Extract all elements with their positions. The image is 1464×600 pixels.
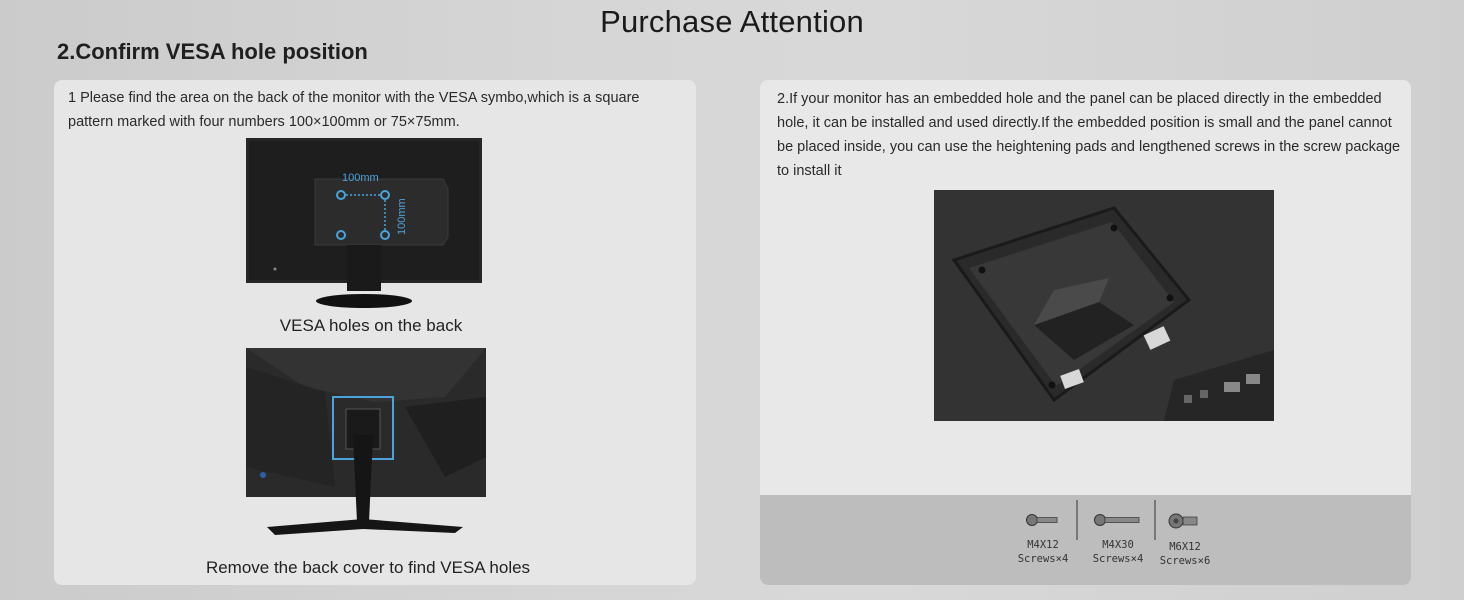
divider bbox=[1076, 500, 1078, 540]
long-screw-icon bbox=[1094, 511, 1142, 529]
screw-item-m4x12 bbox=[1008, 511, 1078, 566]
vesa-vertical-label: 100mm bbox=[396, 198, 408, 235]
caption-remove-back-cover: Remove the back cover to find VESA holes bbox=[205, 558, 531, 577]
page-title: Purchase Attention bbox=[600, 4, 864, 39]
caption-vesa-holes: VESA holes on the back bbox=[279, 316, 463, 335]
screw-quantity: Screws×4 bbox=[1017, 553, 1069, 565]
screw-package-band bbox=[760, 495, 1411, 585]
short-screw-icon bbox=[1026, 511, 1060, 529]
screw-quantity: Screws×4 bbox=[1092, 553, 1144, 565]
screw-item-m4x30 bbox=[1083, 511, 1153, 566]
left-panel bbox=[54, 80, 696, 585]
monitor-back-vesa-image bbox=[245, 137, 483, 309]
screw-item-m6x12 bbox=[1150, 511, 1220, 568]
embedded-hole-instruction-text: 2.If your monitor has an embedded hole and the panel can be placed directly in the embedded hole, it can be installed and used directly.If the embedded position is small and the panel cannot be placed inside, you can use the heightening pads and lengthened screws in the screw package to install it bbox=[777, 91, 1401, 179]
vesa-instruction-text: 1 Please find the area on the back of the monitor with the VESA symbo,which is a square pattern marked with four numbers 100×100mm or 75×75mm. bbox=[68, 90, 640, 130]
large-screw-icon bbox=[1168, 511, 1202, 531]
screw-quantity: Screws×6 bbox=[1159, 555, 1211, 567]
vesa-horizontal-label: 100mm bbox=[342, 172, 379, 184]
monitor-back-cover-image bbox=[245, 347, 487, 547]
screw-name: M4X12 bbox=[1027, 539, 1059, 551]
section-subtitle: 2.Confirm VESA hole position bbox=[57, 39, 368, 64]
screw-name: M6X12 bbox=[1169, 541, 1201, 553]
embedded-vesa-recess-image bbox=[934, 190, 1274, 421]
screw-name: M4X30 bbox=[1102, 539, 1134, 551]
right-panel bbox=[760, 80, 1411, 585]
